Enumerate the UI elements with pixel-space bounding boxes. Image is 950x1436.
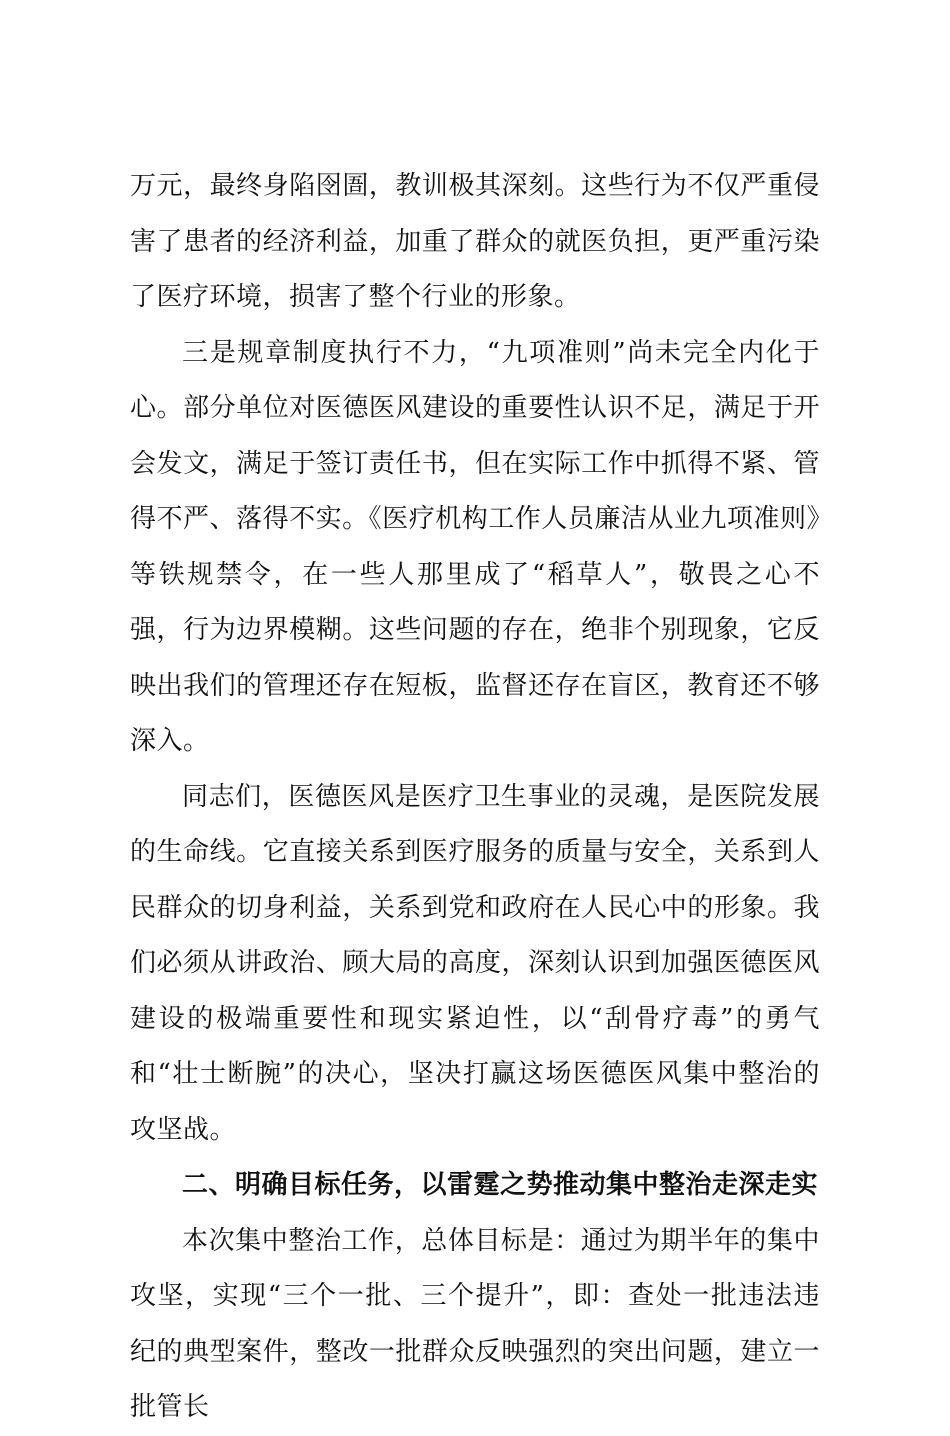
paragraph-overall-goal: 本次集中整治工作，总体目标是：通过为期半年的集中攻坚，实现“三个一批、三个提升”，即：查处一批违法违纪的典型案件，整改一批群众反映强烈的突出问题，建立一批管长	[130, 1225, 820, 1422]
document-page	[130, 159, 820, 1436]
paragraph-rules-enforcement: 三是规章制度执行不力，“九项准则”尚未完全内化于心。部分单位对医德医风建设的重要性认识不足，满足于开会发文，满足于签订责任书，但在实际工作中抓得不紧、管得不严、落得不实。《医疗机构工作人员廉洁从业九项准则》等铁规禁令，在一些人那里成了“稻草人”，敬畏之心不强，行为边界模糊。这些问题的存在，绝非个别现象，它反映出我们的管理还存在短板，监督还存在盲区，教育还不够深入。	[130, 337, 820, 756]
section-heading: 二、明确目标任务，以雷霆之势推动集中整治走深走实	[182, 1170, 819, 1200]
paragraph-comrades: 同志们，医德医风是医疗卫生事业的灵魂，是医院发展的生命线。它直接关系到医疗服务的质量与安全，关系到人民群众的切身利益，关系到党和政府在人民心中的形象。我们必须从讲政治、顾大局的高度，深刻认识到加强医德医风建设的极端重要性和现实紧迫性，以“刮骨疗毒”的勇气和“壮士断腕”的决心，坚决打赢这场医德医风集中整治的攻坚战。	[130, 781, 820, 1145]
paragraph-continuation: 万元，最终身陷囹圄，教训极其深刻。这些行为不仅严重侵害了患者的经济利益，加重了群众的就医负担，更严重污染了医疗环境，损害了整个行业的形象。	[130, 171, 820, 312]
